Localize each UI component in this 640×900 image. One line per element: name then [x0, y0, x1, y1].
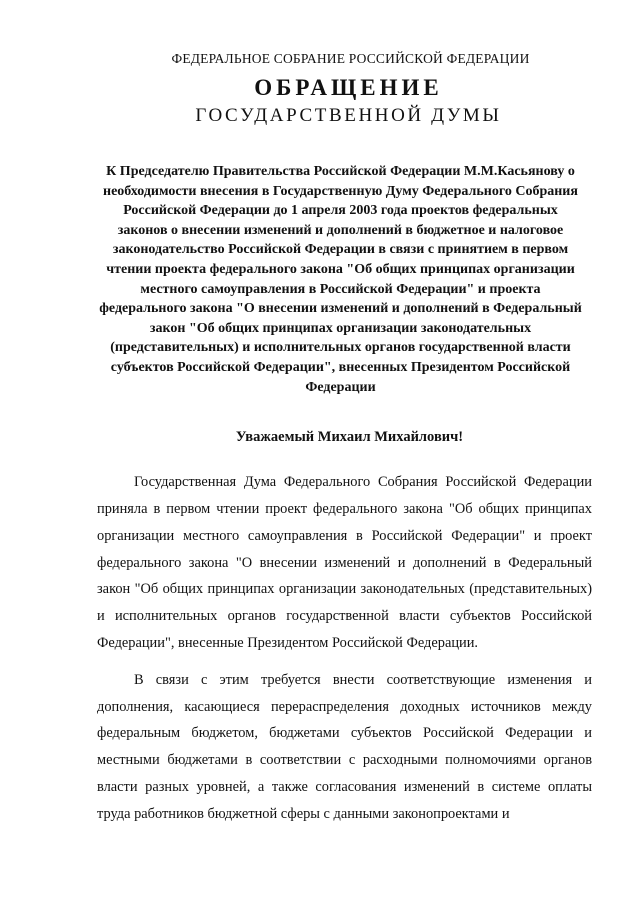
paragraph-1: Государственная Дума Федерального Собрания Российской Федерации приняла в первом чтении проект федерального закона "Об общих принципах организации местного самоуправления в Российской Федерации" и проект федерального закона "О внесении изменений и дополнений в Федеральный закон "Об общих принципах организации законодательных (представительных) и исполнительных органов государственной власти субъектов Российской Федерации", внесенные Президентом Российской Федерации.	[97, 474, 592, 651]
document-title: ОБРАЩЕНИЕ	[254, 75, 443, 100]
salutation: Уважаемый Михаил Михайлович!	[235, 429, 464, 446]
body-text	[97, 469, 592, 827]
document-subject: К Председателю Правительства Российской Федерации М.М.Касьянову о необходимости внесения в Государственную Думу Федерального Собрания Российской Федерации до 1 апреля 2003 года проектов федеральных законов о внесении изменений и дополнений в бюджетное и налоговое законодательство Российской Федерации в связи с принятием в первом чтении проекта федерального закона "Об общих принципах организации местного самоуправления в Российской Федерации" и проекта федерального закона "О внесении изменений и дополнений в Федеральный закон "Об общих принципах организации законодательных (представительных) и исполнительных органов государственной власти субъектов Российской Федерации", внесенных Президентом Российской Федерации	[99, 164, 582, 395]
paragraph-2: В связи с этим требуется внести соответствующие изменения и дополнения, касающиеся перераспределения доходных источников между федеральным бюджетом, бюджетами субъектов Российской Федерации и местными бюджетами в соответствии с расходными полномочиями органов власти разных уровней, а также согласования изменений в системе оплаты труда работников бюджетной сферы с данными законопроектами и	[97, 671, 592, 822]
org-header: ФЕДЕРАЛЬНОЕ СОБРАНИЕ РОССИЙСКОЙ ФЕДЕРАЦИИ	[171, 51, 530, 66]
document-subtitle: ГОСУДАРСТВЕННОЙ ДУМЫ	[195, 105, 502, 126]
